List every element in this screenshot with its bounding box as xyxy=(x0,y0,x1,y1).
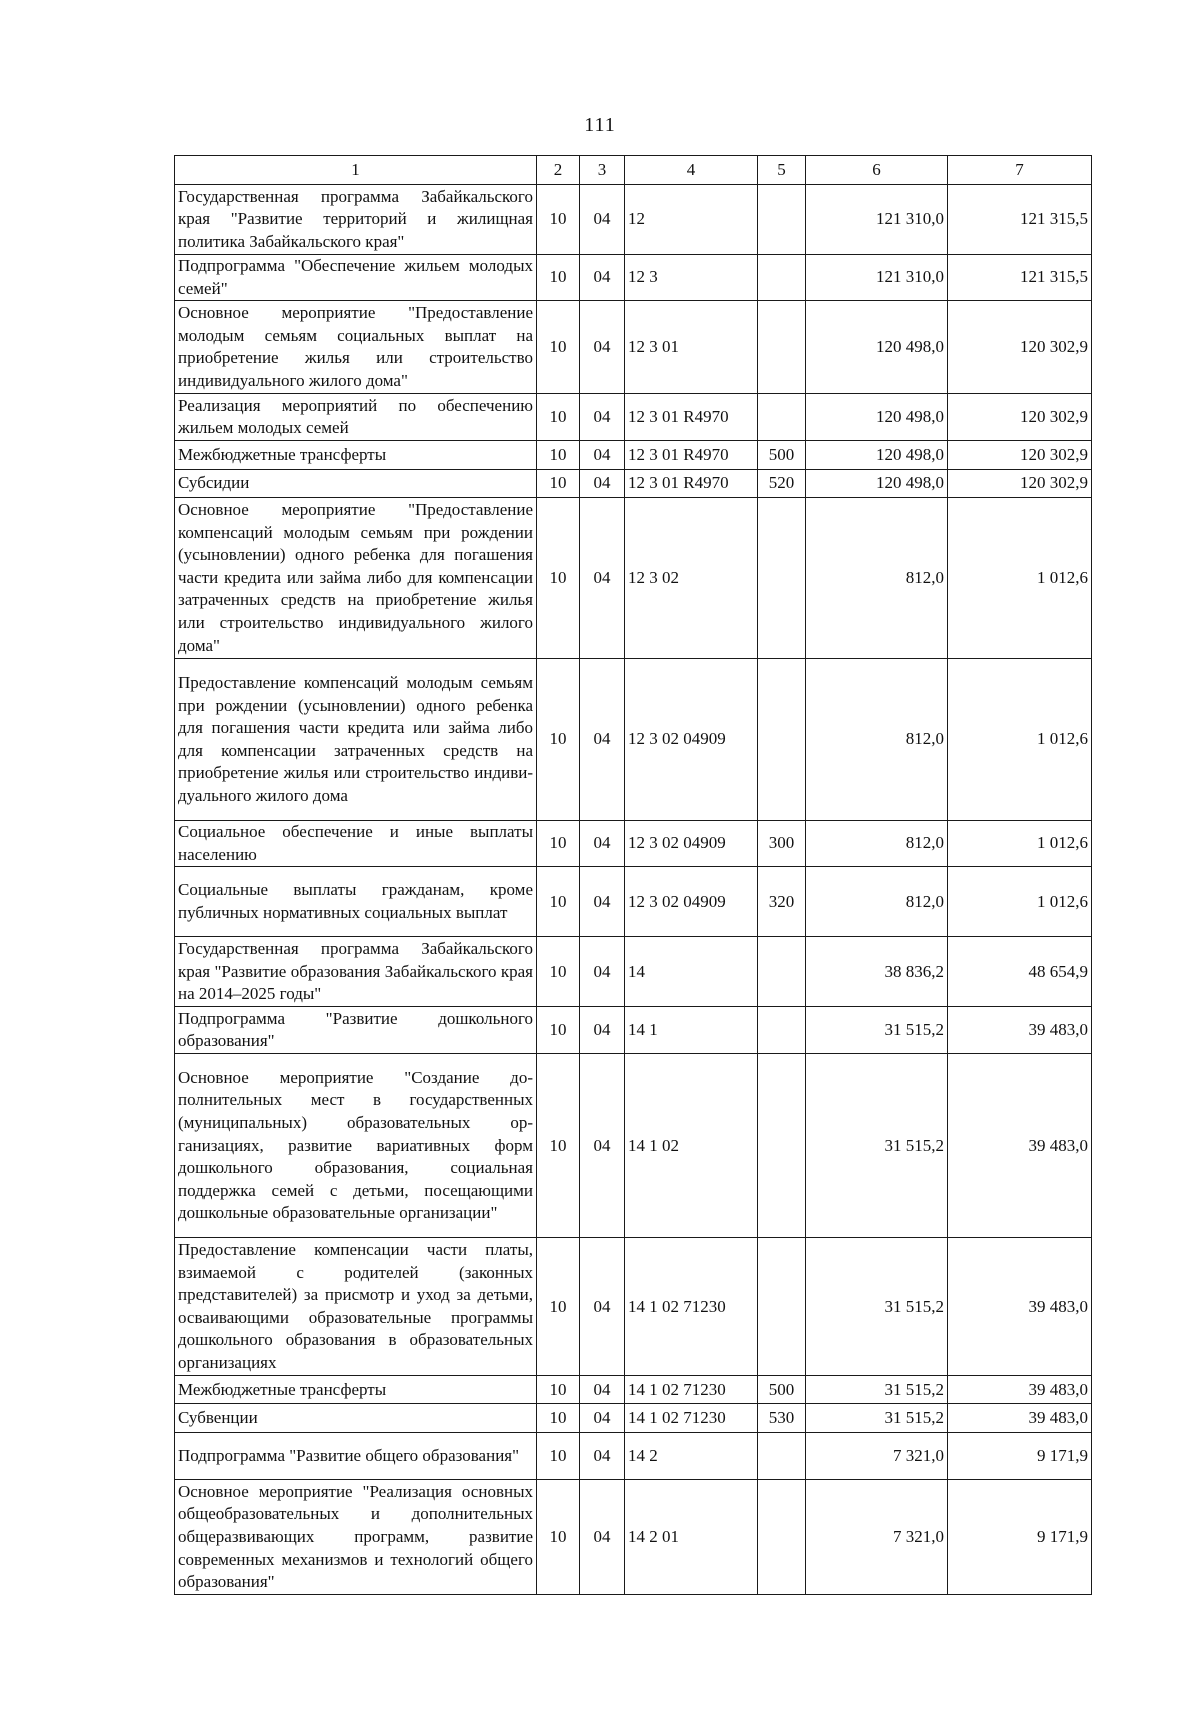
row-amount-1: 31 515,2 xyxy=(806,1404,948,1433)
column-header: 2 xyxy=(537,156,580,185)
table-row xyxy=(175,470,1092,498)
row-target-code: 12 3 01 xyxy=(625,301,758,394)
row-name: Предоставление компенсаций молодым семьям при рождении (усыновлении) одного ребенка для погашения части кредита или займа либо для компенсации затраченных средств на приобретение жилья или строительство индивидуального жилого дома xyxy=(175,659,537,821)
row-subsection: 04 xyxy=(580,659,625,821)
row-target-code: 14 2 01 xyxy=(625,1480,758,1595)
row-subsection: 04 xyxy=(580,1433,625,1480)
row-subsection: 04 xyxy=(580,1480,625,1595)
row-expense-type xyxy=(758,301,806,394)
row-name: Подпрограмма "Обеспечение жильем молодых семей" xyxy=(175,255,537,301)
row-name: Подпрограмма "Развитие общего образования" xyxy=(175,1433,537,1480)
row-subsection: 04 xyxy=(580,1376,625,1404)
table-row xyxy=(175,441,1092,470)
row-amount-2: 39 483,0 xyxy=(948,1054,1092,1238)
row-section: 10 xyxy=(537,821,580,867)
row-amount-2: 9 171,9 xyxy=(948,1433,1092,1480)
column-header: 6 xyxy=(806,156,948,185)
row-amount-1: 121 310,0 xyxy=(806,185,948,255)
row-amount-1: 812,0 xyxy=(806,867,948,937)
row-target-code: 12 3 xyxy=(625,255,758,301)
table-row xyxy=(175,1404,1092,1433)
row-amount-1: 31 515,2 xyxy=(806,1238,948,1376)
row-amount-1: 812,0 xyxy=(806,821,948,867)
row-subsection: 04 xyxy=(580,498,625,659)
row-section: 10 xyxy=(537,470,580,498)
column-header: 5 xyxy=(758,156,806,185)
table-row xyxy=(175,394,1092,441)
row-expense-type: 300 xyxy=(758,821,806,867)
row-subsection: 04 xyxy=(580,937,625,1007)
row-target-code: 14 1 02 71230 xyxy=(625,1376,758,1404)
row-subsection: 04 xyxy=(580,867,625,937)
row-target-code: 14 1 xyxy=(625,1007,758,1054)
row-section: 10 xyxy=(537,394,580,441)
row-target-code: 12 3 02 04909 xyxy=(625,821,758,867)
row-subsection: 04 xyxy=(580,394,625,441)
row-name: Основное мероприятие "Реализация основных общеобразовательных и дополнительных общеразвивающих программ, развитие современных механизмов и технологий общего образования" xyxy=(175,1480,537,1595)
row-expense-type xyxy=(758,185,806,255)
row-expense-type xyxy=(758,1007,806,1054)
row-amount-1: 7 321,0 xyxy=(806,1433,948,1480)
row-name: Государственная программа Забайкальского края "Развитие территорий и жилищная политика Забайкальского края" xyxy=(175,185,537,255)
row-target-code: 12 3 01 R4970 xyxy=(625,394,758,441)
row-amount-1: 812,0 xyxy=(806,498,948,659)
row-expense-type: 320 xyxy=(758,867,806,937)
row-name: Подпрограмма "Развитие дошкольного образования" xyxy=(175,1007,537,1054)
row-target-code: 14 2 xyxy=(625,1433,758,1480)
page-number: 111 xyxy=(584,114,616,136)
row-expense-type xyxy=(758,1238,806,1376)
row-amount-2: 39 483,0 xyxy=(948,1404,1092,1433)
row-target-code: 14 1 02 xyxy=(625,1054,758,1238)
column-header: 7 xyxy=(948,156,1092,185)
row-amount-2: 121 315,5 xyxy=(948,255,1092,301)
table-header-row xyxy=(175,156,1092,185)
row-amount-2: 1 012,6 xyxy=(948,659,1092,821)
row-expense-type xyxy=(758,1480,806,1595)
row-name: Основное мероприятие "Создание дополнительных мест в государственных (муниципальных) образовательных организациях, развитие вариативных форм дошкольного образования, социальная поддержка семей с детьми, посещающими дошкольные образовательные организации" xyxy=(175,1054,537,1238)
row-expense-type xyxy=(758,255,806,301)
row-amount-2: 1 012,6 xyxy=(948,821,1092,867)
row-expense-type xyxy=(758,937,806,1007)
row-amount-1: 31 515,2 xyxy=(806,1054,948,1238)
row-target-code: 12 3 02 xyxy=(625,498,758,659)
table-row xyxy=(175,1376,1092,1404)
row-section: 10 xyxy=(537,867,580,937)
row-section: 10 xyxy=(537,1238,580,1376)
table-row xyxy=(175,821,1092,867)
row-subsection: 04 xyxy=(580,821,625,867)
row-expense-type xyxy=(758,394,806,441)
row-name: Социальные выплаты гражданам, кроме публичных нормативных социальных выплат xyxy=(175,867,537,937)
row-subsection: 04 xyxy=(580,255,625,301)
row-target-code: 14 1 02 71230 xyxy=(625,1238,758,1376)
row-section: 10 xyxy=(537,1433,580,1480)
table-row xyxy=(175,1433,1092,1480)
row-name: Основное мероприятие "Предоставление компенсаций молодым семьям при рождении (усыновлении) одного ребенка для погашения части кредита или займа либо для компенсации затраченных средств на приобретение жилья или строительство индивидуального жилого дома" xyxy=(175,498,537,659)
table-row xyxy=(175,498,1092,659)
column-header: 4 xyxy=(625,156,758,185)
row-name: Субвенции xyxy=(175,1404,537,1433)
row-amount-1: 120 498,0 xyxy=(806,394,948,441)
row-amount-1: 38 836,2 xyxy=(806,937,948,1007)
table-row xyxy=(175,659,1092,821)
row-section: 10 xyxy=(537,1404,580,1433)
row-expense-type xyxy=(758,1054,806,1238)
row-amount-2: 120 302,9 xyxy=(948,301,1092,394)
row-name: Межбюджетные трансферты xyxy=(175,1376,537,1404)
row-name: Субсидии xyxy=(175,470,537,498)
row-subsection: 04 xyxy=(580,1054,625,1238)
row-target-code: 12 3 01 R4970 xyxy=(625,441,758,470)
row-amount-2: 120 302,9 xyxy=(948,441,1092,470)
column-header: 3 xyxy=(580,156,625,185)
table-row xyxy=(175,185,1092,255)
table-row xyxy=(175,1480,1092,1595)
row-target-code: 12 3 02 04909 xyxy=(625,659,758,821)
row-name: Реализация мероприятий по обеспечению жильем молодых семей xyxy=(175,394,537,441)
row-amount-2: 39 483,0 xyxy=(948,1376,1092,1404)
row-name: Основное мероприятие "Предоставление молодым семьям социальных выплат на приобретение жилья или строительство индивидуального жилого дома" xyxy=(175,301,537,394)
row-expense-type: 500 xyxy=(758,1376,806,1404)
row-expense-type xyxy=(758,498,806,659)
row-section: 10 xyxy=(537,185,580,255)
row-expense-type xyxy=(758,1433,806,1480)
table-row xyxy=(175,1238,1092,1376)
row-subsection: 04 xyxy=(580,1007,625,1054)
row-amount-1: 7 321,0 xyxy=(806,1480,948,1595)
row-section: 10 xyxy=(537,498,580,659)
row-name: Социальное обеспечение и иные выплаты населению xyxy=(175,821,537,867)
row-target-code: 14 1 02 71230 xyxy=(625,1404,758,1433)
row-target-code: 12 3 01 R4970 xyxy=(625,470,758,498)
row-name: Государственная программа Забайкальского края "Развитие образования Забайкальского края на 2014–2025 годы" xyxy=(175,937,537,1007)
row-name: Межбюджетные трансферты xyxy=(175,441,537,470)
row-amount-2: 1 012,6 xyxy=(948,867,1092,937)
row-expense-type xyxy=(758,659,806,821)
budget-table xyxy=(174,155,1092,1595)
row-subsection: 04 xyxy=(580,1238,625,1376)
row-amount-2: 39 483,0 xyxy=(948,1238,1092,1376)
row-section: 10 xyxy=(537,1054,580,1238)
row-amount-1: 31 515,2 xyxy=(806,1007,948,1054)
row-subsection: 04 xyxy=(580,301,625,394)
row-section: 10 xyxy=(537,659,580,821)
row-expense-type: 500 xyxy=(758,441,806,470)
row-amount-1: 812,0 xyxy=(806,659,948,821)
row-subsection: 04 xyxy=(580,1404,625,1433)
table-row xyxy=(175,1054,1092,1238)
row-amount-1: 120 498,0 xyxy=(806,441,948,470)
row-subsection: 04 xyxy=(580,470,625,498)
row-amount-2: 48 654,9 xyxy=(948,937,1092,1007)
row-expense-type: 530 xyxy=(758,1404,806,1433)
row-amount-2: 1 012,6 xyxy=(948,498,1092,659)
row-subsection: 04 xyxy=(580,185,625,255)
row-amount-2: 39 483,0 xyxy=(948,1007,1092,1054)
row-name: Предоставление компенсации части платы, взимаемой с родителей (законных представителей) за присмотр и уход за детьми, осваивающими образовательные программы дошкольного образования в образовательных организациях xyxy=(175,1238,537,1376)
row-target-code: 12 xyxy=(625,185,758,255)
table-row xyxy=(175,1007,1092,1054)
row-section: 10 xyxy=(537,301,580,394)
row-target-code: 12 3 02 04909 xyxy=(625,867,758,937)
row-amount-1: 121 310,0 xyxy=(806,255,948,301)
row-section: 10 xyxy=(537,937,580,1007)
row-target-code: 14 xyxy=(625,937,758,1007)
row-expense-type: 520 xyxy=(758,470,806,498)
table-row xyxy=(175,867,1092,937)
row-amount-2: 121 315,5 xyxy=(948,185,1092,255)
column-header: 1 xyxy=(175,156,537,185)
row-section: 10 xyxy=(537,1376,580,1404)
row-amount-1: 120 498,0 xyxy=(806,301,948,394)
row-amount-1: 120 498,0 xyxy=(806,470,948,498)
table-row xyxy=(175,255,1092,301)
row-amount-2: 120 302,9 xyxy=(948,470,1092,498)
row-section: 10 xyxy=(537,1007,580,1054)
row-section: 10 xyxy=(537,255,580,301)
table-row xyxy=(175,301,1092,394)
row-section: 10 xyxy=(537,441,580,470)
row-subsection: 04 xyxy=(580,441,625,470)
table-row xyxy=(175,937,1092,1007)
row-amount-2: 120 302,9 xyxy=(948,394,1092,441)
row-section: 10 xyxy=(537,1480,580,1595)
row-amount-1: 31 515,2 xyxy=(806,1376,948,1404)
row-amount-2: 9 171,9 xyxy=(948,1480,1092,1595)
